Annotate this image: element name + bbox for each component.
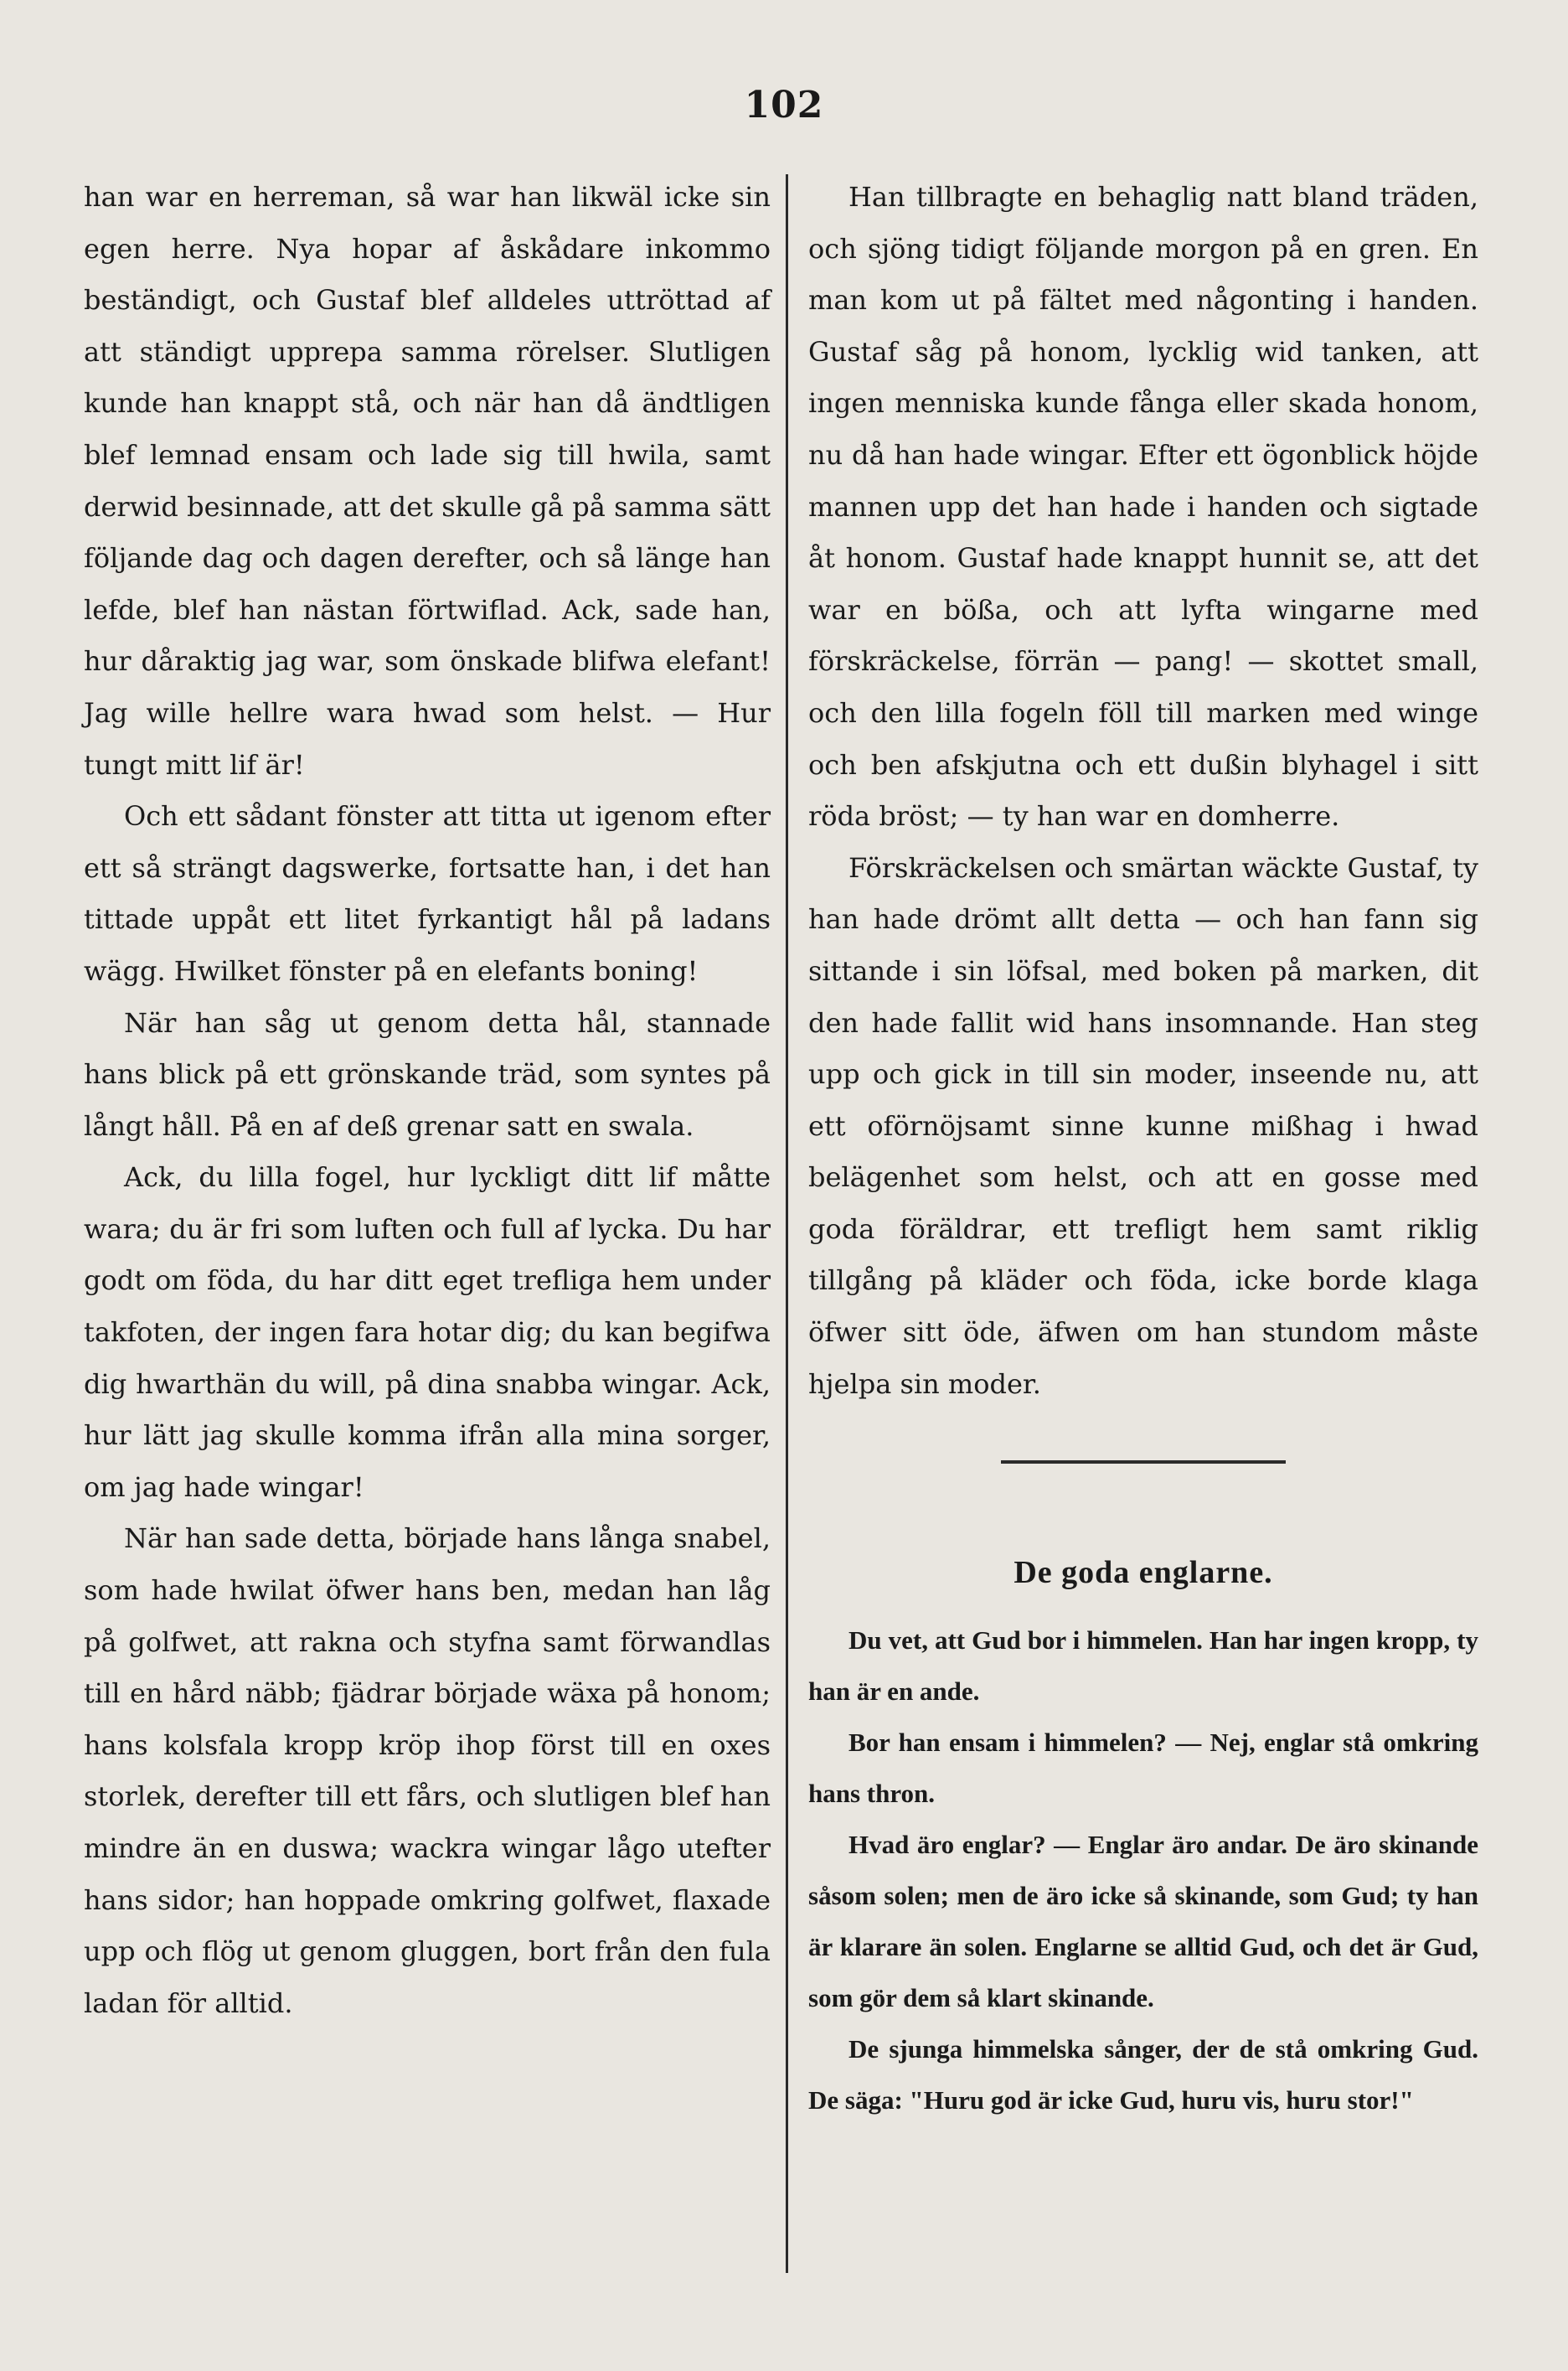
paragraph: Bor han ensam i himmelen? — Nej, englar stå omkring hans thron.	[808, 1727, 1478, 1808]
paragraph: När han sade detta, började hans långa snabel, som hade hwilat öfwer hans ben, medan han låg på golfwet, att rakna och styfna samt förwandlas till en hård näbb; fjädrar började wäxa på honom; hans kolsfala kropp kröp ihop först till en oxes storlek, derefter till ett fårs, och slutligen blef han mindre än en duswa; wackra wingar lågo utefter hans sidor; han hoppade omkring golfwet, flaxade upp och flög ut genom gluggen, bort från den fula ladan för alltid.	[84, 1522, 771, 2019]
right-column	[808, 172, 1478, 2126]
paragraph: Hvad äro englar? — Englar äro andar. De äro skinande såsom solen; men de äro icke så skinande, som Gud; ty han är klarare än solen. Englarne se alltid Gud, och det är Gud, som gör dem så klart skinande.	[808, 1829, 1478, 2012]
paragraph: Du vet, att Gud bor i himmelen. Han har ingen kropp, ty han är en ande.	[808, 1625, 1478, 1706]
paragraph: Han tillbragte en behaglig natt bland träden, och sjöng tidigt följande morgon på en gren. En man kom ut på fältet med någonting i handen. Gustaf såg på honom, lycklig wid tanken, att ingen menniska kunde fånga eller skada honom, nu då han hade wingar. Efter ett ögonblick höjde mannen upp det han hade i handen och sigtade åt honom. Gustaf hade knappt hunnit se, att det war en bößa, och att lyfta wingarne med förskräckelse, förrän — pang! — skottet small, och den lilla fogeln föll till marken med winge och ben afskjutna och ett dußin blyhagel i sitt röda bröst; — ty han war en domherre.	[808, 181, 1478, 833]
section-divider	[1001, 1460, 1286, 1464]
paragraph: Och ett sådant fönster att titta ut igenom efter ett så strängt dagswerke, fortsatte han, i det han tittade uppåt ett litet fyrkantigt hål på ladans wägg. Hwilket fönster på en elefants boning!	[84, 800, 771, 987]
paragraph: Förskräckelsen och smärtan wäckte Gustaf, ty han hade drömt allt detta — och han fann sig sittande i sin löfsal, med boken på marken, dit den hade fallit wid hans insomnande. Han steg upp och gick in till sin moder, inseende nu, att ett oförnöjsamt sinne kunne mißhag i hwad belägenhet som helst, och att en gosse med goda föräldrar, ett trefligt hem samt riklig tillgång på kläder och föda, icke borde klaga öfwer sitt öde, äfwen om han stundom måste hjelpa sin moder.	[808, 851, 1478, 1400]
section-body	[808, 1614, 1478, 2126]
paragraph: Ack, du lilla fogel, hur lyckligt ditt lif måtte wara; du är fri som luften och full af lycka. Du har godt om föda, du har ditt eget trefliga hem under takfoten, der ingen fara hotar dig; du kan begifwa dig hwarthän du will, på dina snabba wingar. Ack, hur lätt jag skulle komma ifrån alla mina sorger, om jag hade wingar!	[84, 1161, 771, 1503]
paragraph: När han såg ut genom detta hål, stannade hans blick på ett grönskande träd, som syntes på långt håll. På en af deß grenar satt en swala.	[84, 1006, 771, 1142]
section-heading: De goda englarne.	[1014, 1555, 1273, 1591]
paragraph: han war en herreman, så war han likwäl icke sin egen herre. Nya hopar af åskådare inkommo beständigt, och Gustaf blef alldeles uttröttad af att ständigt upprepa samma rörelser. Slutligen kunde han knappt stå, och när han då ändtligen blef lemnad ensam och lade sig till hwila, samt derwid besinnade, att det skulle gå på samma sätt följande dag och dagen derefter, och så länge han lefde, blef han nästan förtwiflad. Ack, sade han, hur dåraktig jag war, som önskade blifwa elefant! Jag wille hellre wara hwad som helst. — Hur tungt mitt lif är!	[84, 181, 771, 781]
left-column	[84, 172, 771, 2029]
page-number: 102	[744, 84, 824, 127]
column-divider-rule	[786, 174, 788, 2273]
paragraph: De sjunga himmelska sånger, der de stå omkring Gud. De säga: "Huru god är icke Gud, huru vis, huru stor!"	[808, 2033, 1478, 2115]
